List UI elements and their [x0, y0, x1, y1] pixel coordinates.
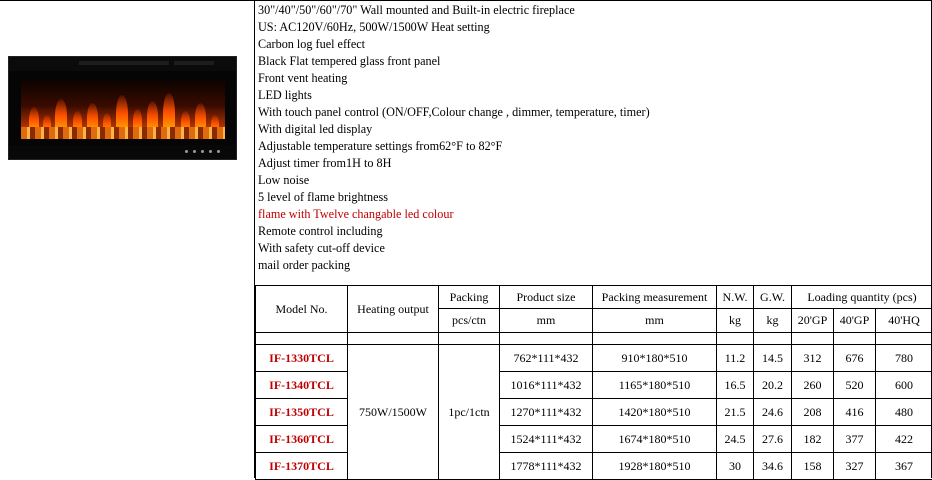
- qty-20gp-cell: 182: [792, 426, 834, 453]
- product-size-cell: 1270*111*432: [500, 399, 593, 426]
- spec-line: 30"/40"/50"/60"/70" Wall mounted and Built-in electric fireplace: [258, 2, 575, 19]
- electric-fireplace-image: [8, 56, 237, 160]
- spec-line: mail order packing: [258, 257, 350, 274]
- nw-cell: 21.5: [717, 399, 754, 426]
- spec-line: Carbon log fuel effect: [258, 36, 365, 53]
- header-packing-measurement: Packing measurement: [593, 286, 717, 309]
- header-20gp: 20'GP: [792, 309, 834, 333]
- header-40gp: 40'GP: [834, 309, 876, 333]
- spec-line: Adjustable temperature settings from62°F to 82°F: [258, 138, 502, 155]
- header-nw-unit: kg: [717, 309, 754, 333]
- panel-button-icon: [209, 150, 212, 153]
- panel-button-icon: [201, 150, 204, 153]
- top-border: [0, 0, 932, 1]
- header-model: Model No.: [256, 286, 348, 333]
- nw-cell: 16.5: [717, 372, 754, 399]
- header-heating-output: Heating output: [348, 286, 439, 333]
- spec-line: Front vent heating: [258, 70, 347, 87]
- table-row: [256, 345, 932, 372]
- packing-measurement-cell: 1165*180*510: [593, 372, 717, 399]
- model-number: IF-1330TCL: [256, 345, 348, 372]
- header-40hq: 40'HQ: [876, 309, 932, 333]
- qty-40gp-cell: 520: [834, 372, 876, 399]
- packing-cell: 1pc/1ctn: [439, 345, 500, 480]
- spec-line: With digital led display: [258, 121, 372, 138]
- qty-20gp-cell: 158: [792, 453, 834, 480]
- qty-40hq-cell: 600: [876, 372, 932, 399]
- product-size-cell: 1524*111*432: [500, 426, 593, 453]
- heating-output-cell: 750W/1500W: [348, 345, 439, 480]
- model-table: [255, 285, 932, 480]
- spec-line: Black Flat tempered glass front panel: [258, 53, 440, 70]
- qty-40gp-cell: 327: [834, 453, 876, 480]
- panel-button-icon: [217, 150, 220, 153]
- header-loading-quantity: Loading quantity (pcs): [792, 286, 932, 309]
- spec-line: flame with Twelve changable led colour: [258, 206, 454, 223]
- gw-cell: 27.6: [754, 426, 792, 453]
- nw-cell: 30: [717, 453, 754, 480]
- model-number: IF-1360TCL: [256, 426, 348, 453]
- gw-cell: 14.5: [754, 345, 792, 372]
- spec-line: Remote control including: [258, 223, 383, 240]
- product-size-cell: 1016*111*432: [500, 372, 593, 399]
- header-product-size-unit: mm: [500, 309, 593, 333]
- header-packing-unit: pcs/ctn: [439, 309, 500, 333]
- panel-button-icon: [185, 150, 188, 153]
- nw-cell: 11.2: [717, 345, 754, 372]
- header-gw-unit: kg: [754, 309, 792, 333]
- header-packing: Packing: [439, 286, 500, 309]
- spec-line: Low noise: [258, 172, 309, 189]
- header-gw: G.W.: [754, 286, 792, 309]
- qty-40gp-cell: 676: [834, 345, 876, 372]
- packing-measurement-cell: 1674*180*510: [593, 426, 717, 453]
- qty-20gp-cell: 208: [792, 399, 834, 426]
- qty-40hq-cell: 480: [876, 399, 932, 426]
- product-size-cell: 762*111*432: [500, 345, 593, 372]
- qty-20gp-cell: 260: [792, 372, 834, 399]
- model-number: IF-1370TCL: [256, 453, 348, 480]
- header-product-size: Product size: [500, 286, 593, 309]
- panel-button-icon: [193, 150, 196, 153]
- packing-measurement-cell: 910*180*510: [593, 345, 717, 372]
- spec-line: US: AC120V/60Hz, 500W/1500W Heat setting: [258, 19, 490, 36]
- gw-cell: 24.6: [754, 399, 792, 426]
- firebox: [21, 79, 225, 139]
- model-number: IF-1350TCL: [256, 399, 348, 426]
- qty-40hq-cell: 422: [876, 426, 932, 453]
- qty-40hq-cell: 780: [876, 345, 932, 372]
- qty-20gp-cell: 312: [792, 345, 834, 372]
- qty-40hq-cell: 367: [876, 453, 932, 480]
- gw-cell: 34.6: [754, 453, 792, 480]
- spec-line: Adjust timer from1H to 8H: [258, 155, 391, 172]
- header-packing-measurement-unit: mm: [593, 309, 717, 333]
- nw-cell: 24.5: [717, 426, 754, 453]
- packing-measurement-cell: 1420*180*510: [593, 399, 717, 426]
- qty-40gp-cell: 416: [834, 399, 876, 426]
- spec-line: With safety cut-off device: [258, 240, 385, 257]
- spec-line: 5 level of flame brightness: [258, 189, 388, 206]
- product-size-cell: 1778*111*432: [500, 453, 593, 480]
- gw-cell: 20.2: [754, 372, 792, 399]
- qty-40gp-cell: 377: [834, 426, 876, 453]
- model-number: IF-1340TCL: [256, 372, 348, 399]
- spec-line: With touch panel control (ON/OFF,Colour change , dimmer, temperature, timer): [258, 104, 650, 121]
- header-nw: N.W.: [717, 286, 754, 309]
- spec-line: LED lights: [258, 87, 312, 104]
- packing-measurement-cell: 1928*180*510: [593, 453, 717, 480]
